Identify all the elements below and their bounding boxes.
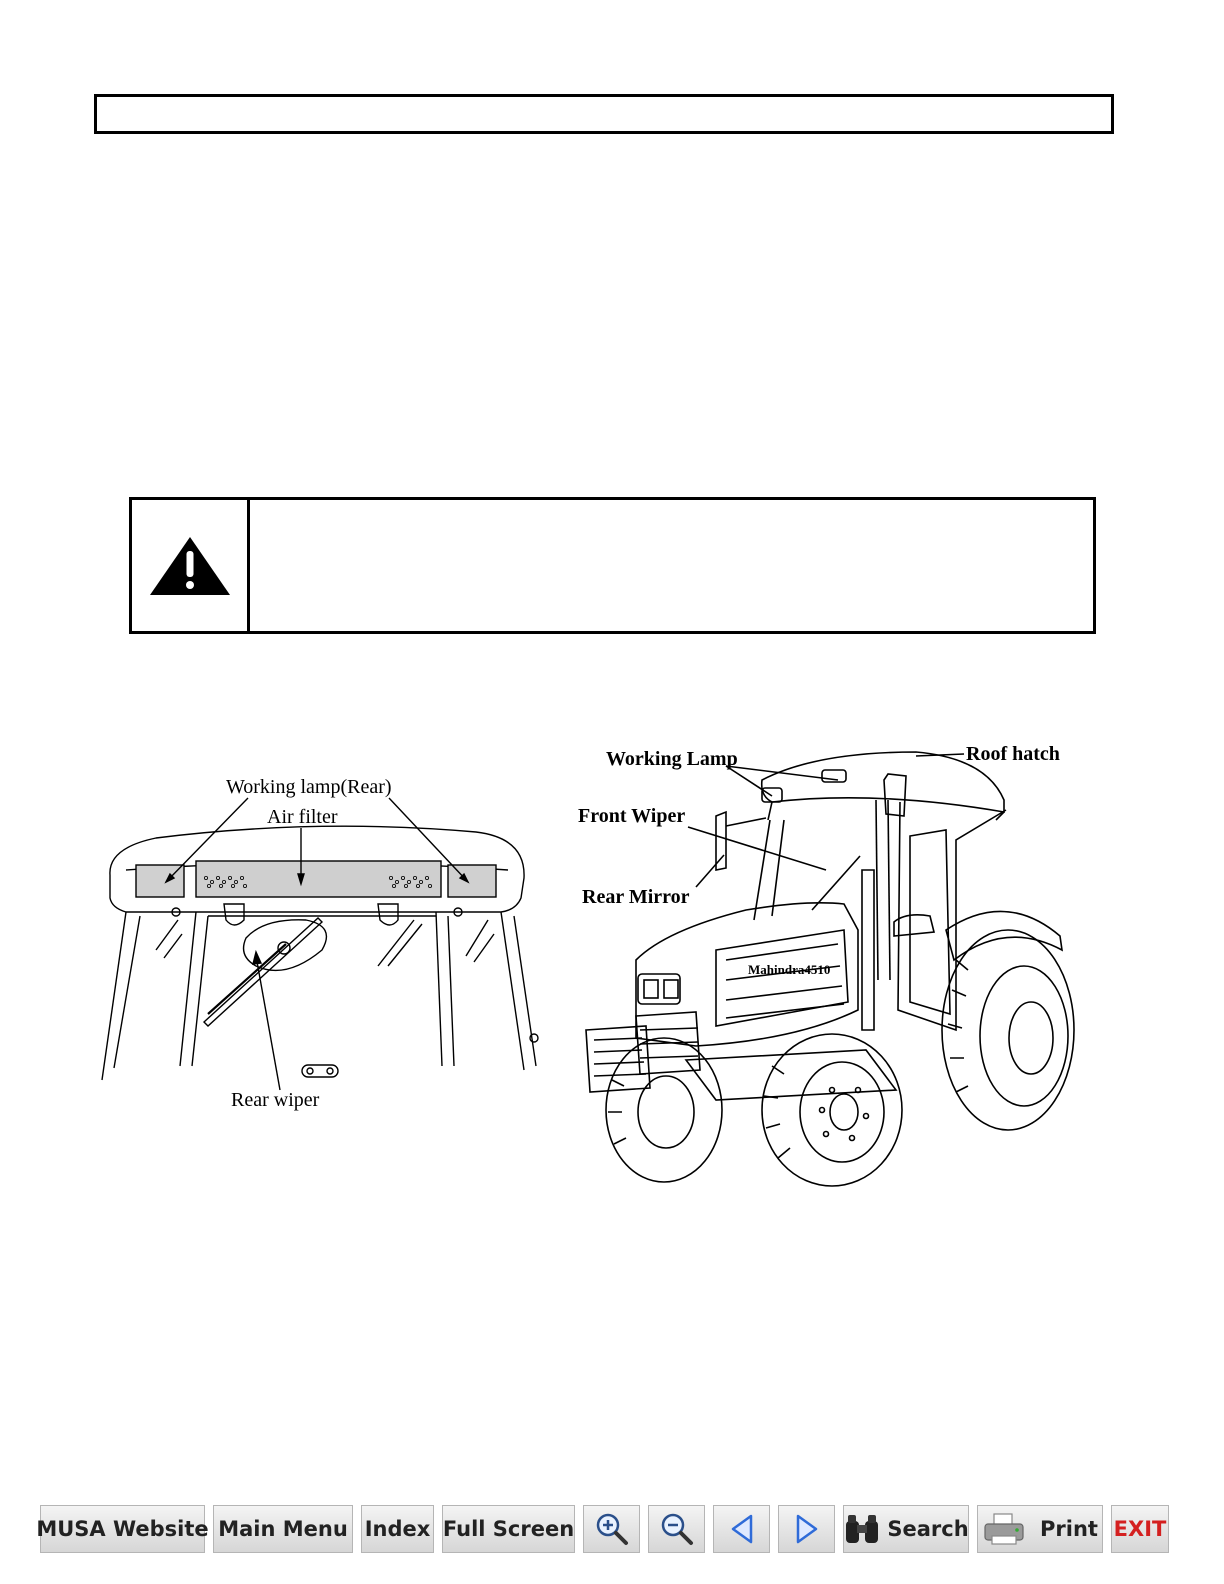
front-wheel [762,1034,902,1186]
print-button[interactable]: Print [977,1505,1103,1553]
warning-text [250,500,1093,631]
tractor-illustration [576,740,1076,1190]
zoom-out-icon [660,1512,694,1546]
label-rear-mirror: Rear Mirror [582,886,690,908]
rear-wheel [942,930,1074,1130]
printer-icon [982,1512,1026,1546]
label-working-lamp: Working Lamp [606,748,738,770]
warning-box [129,497,1096,634]
main-menu-button[interactable]: Main Menu [213,1505,353,1553]
musa-website-button[interactable]: MUSA Website [40,1505,205,1553]
working-lamp-left [136,865,184,897]
previous-page-icon [729,1513,755,1545]
full-screen-button[interactable]: Full Screen [442,1505,575,1553]
warning-icon-cell [132,500,250,631]
warning-triangle-icon [148,535,232,597]
cab-rear-illustration [96,770,546,1115]
index-button[interactable]: Index [361,1505,434,1553]
label-front-wiper: Front Wiper [578,805,686,827]
rear-wiper-arm [204,918,322,1026]
previous-page-button[interactable] [713,1505,770,1553]
exit-button[interactable]: EXIT [1111,1505,1169,1553]
label-roof-hatch: Roof hatch [966,743,1060,765]
zoom-in-icon [595,1512,629,1546]
binoculars-icon [843,1513,881,1545]
bottom-toolbar [36,1505,1169,1555]
section-title-box [94,94,1114,134]
hood-model-text: Mahindra4510 [748,962,831,977]
working-lamp-right [448,865,496,897]
next-page-icon [794,1513,820,1545]
next-page-button[interactable] [778,1505,835,1553]
zoom-in-button[interactable] [583,1505,640,1553]
search-button[interactable]: Search [843,1505,969,1553]
label-working-lamp-rear: Working lamp(Rear) [226,776,392,798]
label-air-filter: Air filter [267,806,338,828]
zoom-out-button[interactable] [648,1505,705,1553]
label-rear-wiper: Rear wiper [231,1089,320,1111]
